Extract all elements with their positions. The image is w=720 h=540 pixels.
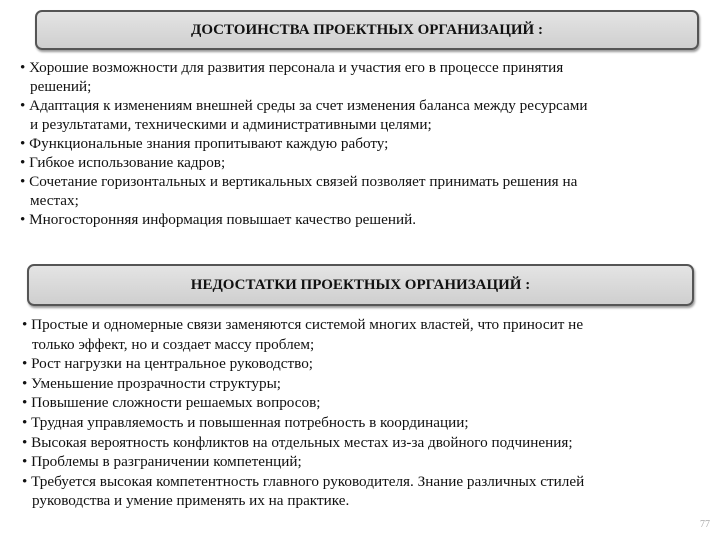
list-item-line: • Многосторонняя информация повышает качество решений. <box>20 211 417 228</box>
list-item-line: • Повышение сложности решаемых вопросов; <box>22 394 321 412</box>
list-item <box>22 413 584 433</box>
advantages-title: ДОСТОИНСТВА ПРОЕКТНЫХ ОРГАНИЗАЦИЙ : <box>191 21 543 38</box>
list-item <box>20 153 587 172</box>
advantages-list <box>20 58 587 229</box>
disadvantages-list <box>22 315 584 511</box>
list-item-line: • Адаптация к изменениям внешней среды за счет изменения баланса между ресурсами <box>20 97 588 114</box>
list-item-line: и результатами, техническими и административными целями; <box>30 116 432 133</box>
list-item <box>22 393 584 413</box>
list-item-line: только эффект, но и создает массу проблем; <box>32 335 315 353</box>
list-item-line: местах; <box>30 192 79 209</box>
list-item <box>22 354 584 374</box>
list-item <box>20 210 587 229</box>
list-item <box>22 433 584 453</box>
list-item <box>22 374 584 394</box>
advantages-header <box>35 10 699 50</box>
list-item-line: • Требуется высокая компетентность главного руководителя. Знание различных стилей <box>22 472 585 490</box>
list-item <box>20 134 587 153</box>
list-item <box>20 96 587 134</box>
list-item <box>20 58 587 96</box>
list-item-line: решений; <box>30 78 92 95</box>
list-item-line: • Простые и одномерные связи заменяются системой многих властей, что приносит не <box>22 316 584 333</box>
page-number: 77 <box>700 519 710 530</box>
list-item-line: • Трудная управляемость и повышенная потребность в координации; <box>22 413 469 431</box>
list-item-line: • Уменьшение прозрачности структуры; <box>22 374 282 392</box>
list-item-line: • Проблемы в разграничении компетенций; <box>22 453 302 471</box>
disadvantages-header <box>27 264 694 306</box>
list-item-line: • Рост нагрузки на центральное руководство; <box>22 355 314 373</box>
list-item-line: • Сочетание горизонтальных и вертикальных связей позволяет принимать решения на <box>20 173 578 190</box>
disadvantages-title: НЕДОСТАТКИ ПРОЕКТНЫХ ОРГАНИЗАЦИЙ : <box>190 276 531 293</box>
list-item <box>22 472 584 511</box>
list-item-line: • Функциональные знания пропитывают каждую работу; <box>20 135 389 152</box>
list-item <box>22 452 584 472</box>
list-item-line: • Хорошие возможности для развития персонала и участия его в процессе принятия <box>20 59 564 76</box>
list-item-line: • Гибкое использование кадров; <box>20 154 226 171</box>
list-item <box>20 172 587 210</box>
list-item-line: • Высокая вероятность конфликтов на отдельных местах из-за двойного подчинения; <box>22 433 573 451</box>
list-item-line: руководства и умение применять их на практике. <box>32 492 350 510</box>
list-item <box>22 315 584 354</box>
